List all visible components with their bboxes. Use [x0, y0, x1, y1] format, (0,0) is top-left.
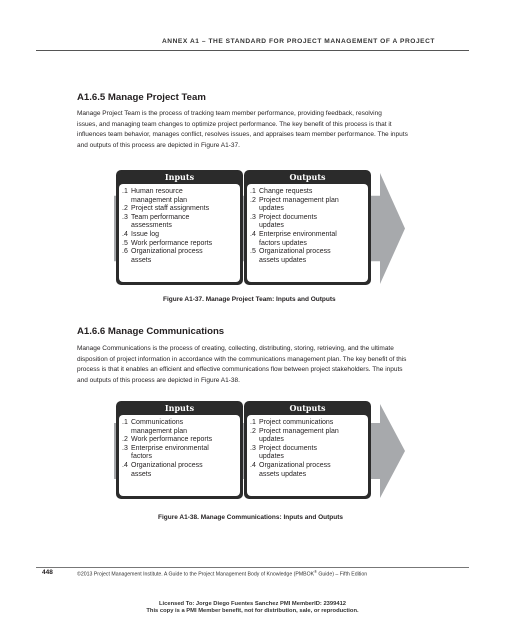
- input-item: [122, 248, 203, 265]
- item-text: factors updates: [259, 239, 307, 247]
- paragraph-line: Manage Communications is the process of creating, collecting, distributing, storing, retrieving, and the ultimate: [77, 345, 394, 352]
- item-text: updates: [259, 205, 284, 213]
- output-item: [250, 419, 333, 428]
- item-number: .2: [250, 427, 256, 435]
- paragraph-line: issues, and managing team changes to optimize project performance. The key benefit of this process is that it: [77, 120, 392, 128]
- output-item: [250, 248, 331, 265]
- output-item: [250, 428, 339, 445]
- item-number: .2: [122, 205, 128, 213]
- paragraph-line: Manage Project Team is the process of tracking team member performance, providing feedback, resolving: [77, 110, 382, 117]
- item-text: updates: [259, 436, 284, 444]
- figure-caption-a1-38: Figure A1-38. Manage Communications: Inputs and Outputs: [158, 514, 344, 521]
- section-title-manage-project-team: A1.6.5 Manage Project Team: [77, 92, 206, 103]
- item-text: Team performance: [131, 213, 190, 221]
- item-number: .3: [122, 444, 128, 452]
- item-text: factors: [131, 453, 153, 461]
- input-item: [122, 205, 209, 214]
- figure-a1-38-diagram: [108, 401, 406, 501]
- item-text: assets updates: [259, 256, 307, 264]
- item-text: management plan: [131, 196, 188, 204]
- input-item: [122, 419, 187, 436]
- item-number: .6: [122, 248, 128, 256]
- section-title-manage-communications: A1.6.6 Manage Communications: [77, 326, 225, 337]
- item-text: Work performance reports: [131, 239, 213, 247]
- input-item: [122, 240, 212, 249]
- item-text: Communications: [131, 419, 184, 426]
- item-number: .1: [122, 419, 128, 426]
- page-number: 448: [42, 569, 53, 576]
- item-text: Issue log: [131, 231, 160, 238]
- input-item: [122, 445, 209, 462]
- item-number: .3: [250, 213, 256, 221]
- item-text: Project communications: [259, 419, 334, 426]
- running-header: ANNEX A1 – THE STANDARD FOR PROJECT MANAGEMENT OF A PROJECT: [161, 38, 435, 45]
- item-text: Organizational process: [131, 462, 203, 469]
- item-number: .1: [250, 188, 256, 195]
- input-item: [122, 231, 159, 240]
- output-item: [250, 188, 312, 197]
- copyright-tail: Guide) – Fifth Edition: [316, 571, 368, 578]
- item-text: updates: [259, 453, 284, 461]
- input-item: [122, 462, 203, 479]
- item-text: Project staff assignments: [131, 205, 210, 213]
- outputs-heading: Outputs: [289, 403, 326, 413]
- footer-rule: [36, 567, 469, 568]
- section-paragraph-manage-communications: [77, 344, 429, 386]
- input-item: [122, 436, 212, 445]
- item-number: .2: [250, 196, 256, 204]
- item-text: Organizational process: [259, 462, 331, 469]
- item-text: Project documents: [259, 213, 317, 221]
- item-number: .4: [122, 231, 128, 238]
- item-text: management plan: [131, 427, 188, 435]
- item-number: .1: [250, 419, 256, 426]
- figure-a1-37-diagram: [108, 170, 406, 287]
- paragraph-line: process is that it enables an efficient and effective communications flow between project stakeholders. The inputs: [77, 366, 403, 374]
- outputs-heading: Outputs: [289, 172, 326, 182]
- license-line-1: Licensed To: Jorge Diego Fuentes Sanchez PMI MemberID: 2399412: [158, 601, 347, 607]
- item-text: Organizational process: [131, 248, 203, 256]
- input-item: [122, 188, 187, 205]
- item-text: Organizational process: [259, 248, 331, 256]
- paragraph-line: influences team behavior, manages conflict, resolves issues, and appraises team member performance. The inputs: [77, 131, 408, 139]
- item-number: .5: [122, 239, 128, 247]
- item-text: Enterprise environmental: [131, 444, 209, 452]
- item-text: assets: [131, 256, 152, 264]
- item-number: .3: [250, 444, 256, 452]
- item-text: assets updates: [259, 470, 307, 478]
- output-item: [250, 462, 331, 479]
- input-item: [122, 214, 189, 231]
- item-text: Project management plan: [259, 427, 339, 435]
- paragraph-line: disposition of project information in accordance with the communications management plan. The key benefit of this: [77, 355, 407, 363]
- section-paragraph-manage-project-team: [77, 109, 429, 151]
- output-item: [250, 231, 337, 248]
- item-text: Human resource: [131, 188, 183, 195]
- header-rule: [36, 50, 469, 51]
- item-number: .4: [122, 462, 128, 469]
- item-text: assets: [131, 470, 152, 478]
- item-text: Project management plan: [259, 196, 339, 204]
- item-text: Project documents: [259, 444, 317, 452]
- output-item: [250, 197, 339, 214]
- license-line-2: This copy is a PMI Member benefit, not for distribution, sale, or reproduction.: [146, 608, 359, 614]
- item-number: .2: [122, 436, 128, 444]
- figure-caption-a1-37: Figure A1-37. Manage Project Team: Inputs and Outputs: [163, 296, 336, 303]
- item-number: .3: [122, 213, 128, 221]
- registered-mark: ®: [314, 570, 317, 574]
- item-number: .1: [122, 188, 128, 195]
- item-text: Enterprise environmental: [259, 231, 337, 238]
- paragraph-line: and outputs of this process are depicted in Figure A1-38.: [77, 376, 240, 384]
- inputs-heading: Inputs: [164, 172, 195, 182]
- item-text: updates: [259, 222, 284, 230]
- item-text: Work performance reports: [131, 436, 213, 444]
- item-text: assessments: [131, 222, 172, 230]
- inputs-heading: Inputs: [164, 403, 195, 413]
- item-number: .4: [250, 462, 256, 469]
- output-item: [250, 214, 317, 231]
- paragraph-line: and outputs of this process are depicted in Figure A1-37.: [77, 141, 240, 149]
- item-number: .4: [250, 231, 256, 238]
- copyright-footer: [77, 570, 367, 578]
- output-item: [250, 445, 317, 462]
- item-text: Change requests: [259, 188, 313, 195]
- copyright-main: ©2013 Project Management Institute. A Guide to the Project Management Body of Knowledge (PMBOK: [77, 571, 315, 578]
- item-number: .5: [250, 248, 256, 256]
